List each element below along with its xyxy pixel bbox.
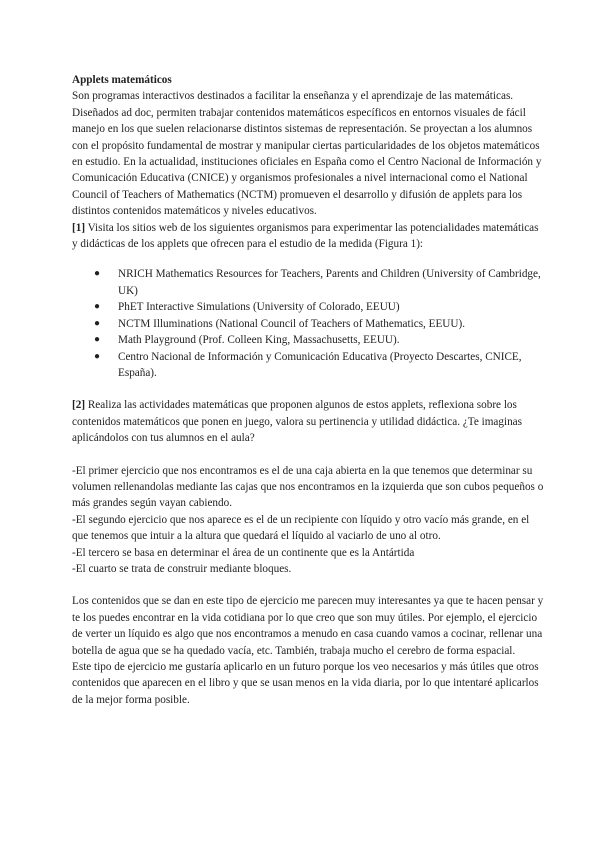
list-item-text: NCTM Illuminations (National Council of Teachers of Mathematics, EEUU).: [118, 317, 465, 330]
conclusion-paragraph: Los contenidos que se dan en este tipo de ejercicio me parecen muy interesantes ya que te hacen pensar y te los puedes encontrar en la vida cotidiana por lo que creo que son muy útiles. Por ejemplo, el ejercicio de verter un líquido es algo que nos encontramos a menudo en casa cuando vamos a cocinar, rellenar una botella de agua que se ha quedado vacía, etc. También, trabaja mucho el cerebro de forma espacial.: [72, 595, 544, 657]
answer-paragraph: -El tercero se basa en determinar el área de un continente que es la Antártida: [72, 546, 415, 559]
bullet-icon: ●: [94, 334, 101, 346]
bullet-icon: ●: [94, 268, 101, 280]
list-item: [94, 316, 544, 332]
bullet-icon: ●: [94, 317, 101, 329]
answer-paragraph: -El segundo ejercicio que nos aparece es el de un recipiente con líquido y otro vacío más grande, en el que tenemos que intuir a la altura que quedará el líquido al vaciarlo de uno al otro.: [72, 513, 530, 543]
question-1: [72, 220, 544, 253]
question-2-number: [2]: [72, 399, 86, 412]
list-item: [94, 266, 544, 299]
spacer: [72, 577, 544, 593]
list-item: [94, 299, 544, 315]
answer-paragraph: -El cuarto se trata de construir mediante bloques.: [72, 562, 292, 575]
question-1-text: Visita los sitios web de los siguientes organismos para experimentar las potencialidades matemáticas y didácticas de los applets que ofrecen para el estudio de la medida (Figura 1):: [72, 221, 539, 251]
question-2: [72, 397, 544, 446]
page-title: Applets matemáticos: [72, 74, 172, 86]
spacer: [72, 447, 544, 463]
bullet-icon: ●: [94, 301, 101, 313]
intro-paragraph: Son programas interactivos destinados a facilitar la enseñanza y el aprendizaje de las matemáticas. Diseñados ad doc, permiten trabajar contenidos matemáticos específicos en entornos visuales de fácil manejo en los que suelen relacionarse distintos sistemas de representación. Se proyectan a los alumnos con el propósito fundamental de mostrar y manipular ciertas particularidades de los objetos matemáticos en estudio. En la actualidad, instituciones oficiales en España como el Centro Nacional de Información y Comunicación Educativa (CNICE) y organismos profesionales a nivel internacional como el National Council of Teachers of Mathematics (NCTM) promueven el desarrollo y difusión de applets para los distintos contenidos matemáticos y niveles educativos.: [72, 90, 542, 218]
list-item-text: Centro Nacional de Información y Comunicación Educativa (Proyecto Descartes, CNICE, España).: [118, 350, 522, 379]
bullet-icon: ●: [94, 350, 101, 362]
list-item-text: Math Playground (Prof. Colleen King, Massachusetts, EEUU).: [118, 334, 400, 347]
answer-paragraph: -El primer ejercicio que nos encontramos es el de una caja abierta en la que tenemos que determinar su volumen rellenandolas mediante las cajas que nos encontramos en la izquierda que son cubos pequeños o más grandes según vayan cabiendo.: [72, 464, 544, 510]
list-item-text: PhET Interactive Simulations (University of Colorado, EEUU): [118, 301, 400, 314]
list-item: [94, 332, 544, 348]
question-1-number: [1]: [72, 221, 86, 234]
conclusion-paragraph: Este tipo de ejercicio me gustaría aplicarlo en un futuro porque los veo necesarios y más útiles que otros contenidos que aparecen en el libro y que se usan menos en la vida diaria, por lo que intentaré aplicarlos de la mejor forma posible.: [72, 661, 539, 706]
list-item-text: NRICH Mathematics Resources for Teachers, Parents and Children (University of Cambridge, UK): [118, 268, 541, 297]
question-2-text: Realiza las actividades matemáticas que proponen algunos de estos applets, reflexiona sobre los contenidos matemáticos que ponen en juego, valora su pertinencia y utilidad didáctica. ¿Te imaginas aplicándolos con tus alumnos en el aula?: [72, 399, 522, 445]
organizations-list: [72, 266, 544, 381]
list-item: [94, 349, 544, 382]
